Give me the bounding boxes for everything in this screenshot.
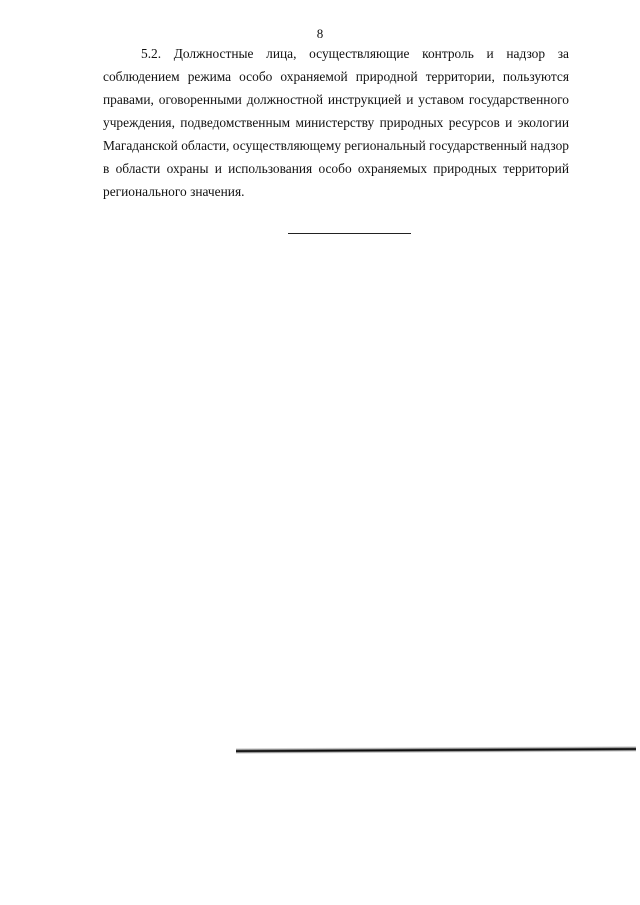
scan-artifact-line bbox=[236, 746, 636, 754]
paragraph-5-2: 5.2. Должностные лица, осуществляющие контроль и надзор за соблюдением режима особо охраняемой природной территории, пользуются правами, оговоренными должностной инструкцией и уставом государственного учреждения, подведомственным министерству природных ресурсов и экологии Магаданской области, осуществляющему региональный государственный надзор в области охраны и использования особо охраняемых природных территорий регионального значения. bbox=[103, 46, 569, 199]
page-number: 8 bbox=[316, 26, 324, 41]
section-5-2 bbox=[103, 42, 569, 203]
end-of-text-rule bbox=[288, 233, 411, 234]
